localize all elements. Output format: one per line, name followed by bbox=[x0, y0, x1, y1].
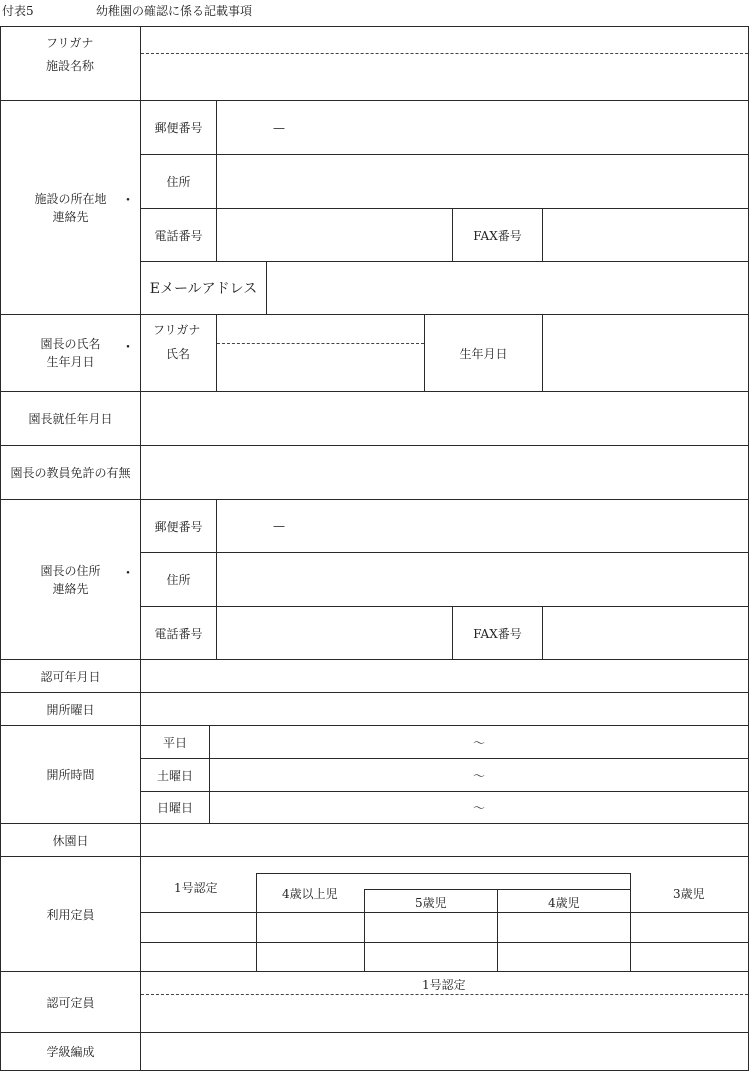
facility-fax-input[interactable] bbox=[542, 208, 749, 262]
principal-furigana-divider bbox=[217, 343, 424, 344]
capacity-line-input-mid bbox=[141, 942, 748, 943]
approved-capacity-type1-label: 1号認定 bbox=[422, 978, 466, 992]
sunday-hours-input[interactable] bbox=[209, 791, 749, 824]
principal-postal-label-cell bbox=[140, 499, 217, 553]
capacity-age3-row2-input[interactable] bbox=[632, 944, 747, 970]
weekday-hours-tilde: ～ bbox=[472, 735, 485, 750]
principal-birthdate-row-label: 生年月日 bbox=[46, 355, 95, 369]
facility-fax-label-cell bbox=[452, 208, 543, 262]
capacity-line-input-top bbox=[141, 912, 748, 913]
principal-address-label-cell bbox=[0, 499, 141, 660]
facility-email-label: Eメールアドレス bbox=[149, 281, 258, 297]
facility-address-input[interactable] bbox=[216, 154, 749, 209]
capacity-line-v4 bbox=[630, 873, 631, 971]
facility-email-input[interactable] bbox=[266, 261, 749, 315]
principal-postal-dash: — bbox=[273, 519, 285, 533]
principal-phone-label-cell bbox=[140, 606, 217, 660]
principal-postal-input[interactable] bbox=[216, 499, 749, 553]
principal-fax-label-cell bbox=[452, 606, 543, 660]
opening-days-input[interactable] bbox=[140, 692, 749, 726]
principal-appointment-date-input[interactable] bbox=[140, 391, 749, 446]
principal-fax-input[interactable] bbox=[542, 606, 749, 660]
closed-days-label-cell bbox=[0, 823, 141, 857]
opening-days-label: 開所曜日 bbox=[46, 702, 95, 717]
facility-postal-input[interactable] bbox=[216, 100, 749, 155]
capacity-type1-label: 1号認定 bbox=[174, 881, 218, 895]
appendix-label: 付表5 bbox=[2, 4, 34, 18]
facility-postal-label-cell bbox=[140, 100, 217, 155]
approved-capacity-divider bbox=[141, 994, 748, 995]
capacity-line-subheader-top bbox=[256, 873, 631, 874]
capacity-age5-label: 5歳児 bbox=[415, 896, 447, 910]
facility-furigana-label: フリガナ bbox=[46, 36, 94, 50]
saturday-hours-tilde: ～ bbox=[472, 768, 485, 783]
principal-birthdate-label: 生年月日 bbox=[459, 346, 508, 361]
sunday-label: 日曜日 bbox=[156, 801, 193, 815]
sunday-hours-tilde: ～ bbox=[472, 801, 485, 815]
saturday-label: 土曜日 bbox=[156, 768, 193, 783]
capacity-label: 利用定員 bbox=[46, 907, 95, 922]
principal-teacher-license-input[interactable] bbox=[140, 445, 749, 500]
capacity-line-v2 bbox=[364, 889, 365, 971]
capacity-age3-label: 3歳児 bbox=[673, 887, 705, 901]
weekday-label-cell bbox=[140, 725, 210, 759]
facility-furigana-divider bbox=[141, 53, 748, 54]
capacity-type1-row2-input[interactable] bbox=[142, 944, 255, 970]
opening-days-label-cell bbox=[0, 692, 141, 726]
facility-name-input[interactable] bbox=[140, 26, 749, 101]
facility-name-label: 施設名称 bbox=[46, 59, 95, 73]
approved-capacity-label: 認可定員 bbox=[46, 995, 95, 1010]
weekday-hours-input[interactable] bbox=[209, 725, 749, 759]
principal-home-address-label-cell bbox=[140, 552, 217, 607]
capacity-age4plus-row2-input[interactable] bbox=[258, 944, 363, 970]
facility-postal-dash: — bbox=[273, 120, 285, 135]
approved-capacity-label-cell bbox=[0, 971, 141, 1033]
principal-home-address-label: 住所 bbox=[166, 573, 191, 587]
capacity-age4-row1-input[interactable] bbox=[499, 914, 629, 941]
principal-person-name-label: 氏名 bbox=[166, 347, 191, 361]
principal-birthdate-input[interactable] bbox=[542, 314, 749, 392]
principal-home-address-input[interactable] bbox=[216, 552, 749, 607]
facility-phone-label: 電話番号 bbox=[154, 228, 203, 243]
facility-address-label: 住所 bbox=[166, 175, 191, 189]
principal-address-label: 園長の住所 bbox=[40, 563, 101, 578]
facility-location-label: 施設の所在地 bbox=[34, 191, 107, 206]
principal-postal-label: 郵便番号 bbox=[154, 519, 203, 534]
facility-phone-label-cell bbox=[140, 208, 217, 262]
principal-phone-input[interactable] bbox=[216, 606, 453, 660]
class-organization-input[interactable] bbox=[140, 1032, 749, 1071]
facility-phone-input[interactable] bbox=[216, 208, 453, 262]
facility-address-label-cell bbox=[140, 154, 217, 209]
principal-birthdate-label-cell bbox=[424, 314, 543, 392]
weekday-label: 平日 bbox=[162, 735, 187, 750]
capacity-age4plus-label: 4歳以上児 bbox=[282, 887, 338, 901]
principal-teacher-license-label-cell bbox=[0, 445, 141, 500]
principal-name-label-cell bbox=[0, 314, 141, 392]
principal-name-label: 園長の氏名 bbox=[40, 337, 101, 351]
capacity-age3-row1-input[interactable] bbox=[632, 914, 747, 941]
principal-teacher-license-label: 園長の教員免許の有無 bbox=[10, 466, 131, 480]
approval-date-label: 認可年月日 bbox=[40, 669, 101, 684]
opening-hours-label-cell bbox=[0, 725, 141, 824]
capacity-age4plus-row1-input[interactable] bbox=[258, 914, 363, 941]
document-title: 幼稚園の確認に係る記載事項 bbox=[96, 4, 253, 18]
facility-fax-label: FAX番号 bbox=[473, 228, 522, 243]
class-organization-label-cell bbox=[0, 1032, 141, 1071]
facility-contact-label: 連絡先 bbox=[52, 209, 89, 224]
class-organization-label: 学級編成 bbox=[46, 1045, 95, 1059]
capacity-age4-label: 4歳児 bbox=[548, 896, 580, 910]
sunday-label-cell bbox=[140, 791, 210, 824]
capacity-line-v1 bbox=[256, 873, 257, 971]
capacity-age5-row2-input[interactable] bbox=[366, 944, 496, 970]
principal-name-separator: ・ bbox=[121, 340, 135, 356]
facility-location-separator: ・ bbox=[121, 193, 135, 209]
principal-appointment-date-label-cell bbox=[0, 391, 141, 446]
principal-name-input[interactable] bbox=[216, 314, 425, 392]
closed-days-input[interactable] bbox=[140, 823, 749, 857]
facility-postal-label: 郵便番号 bbox=[154, 121, 203, 135]
opening-hours-label: 開所時間 bbox=[46, 768, 95, 782]
approval-date-label-cell bbox=[0, 659, 141, 693]
principal-fax-label: FAX番号 bbox=[473, 626, 522, 641]
principal-phone-label: 電話番号 bbox=[154, 626, 203, 641]
principal-furigana-label: フリガナ bbox=[153, 323, 201, 337]
principal-appointment-date-label: 園長就任年月日 bbox=[28, 412, 113, 426]
capacity-line-v3 bbox=[497, 889, 498, 971]
capacity-type1-row1-input[interactable] bbox=[142, 914, 255, 941]
saturday-hours-input[interactable] bbox=[209, 758, 749, 792]
principal-contact-label: 連絡先 bbox=[52, 581, 89, 596]
facility-email-label-cell bbox=[140, 261, 267, 315]
capacity-label-cell bbox=[0, 856, 141, 972]
saturday-label-cell bbox=[140, 758, 210, 792]
principal-address-separator: ・ bbox=[121, 566, 135, 582]
closed-days-label: 休園日 bbox=[52, 833, 89, 848]
facility-location-label-cell bbox=[0, 100, 141, 315]
capacity-age5-row1-input[interactable] bbox=[366, 914, 496, 941]
approval-date-input[interactable] bbox=[140, 659, 749, 693]
capacity-age4-row2-input[interactable] bbox=[499, 944, 629, 970]
